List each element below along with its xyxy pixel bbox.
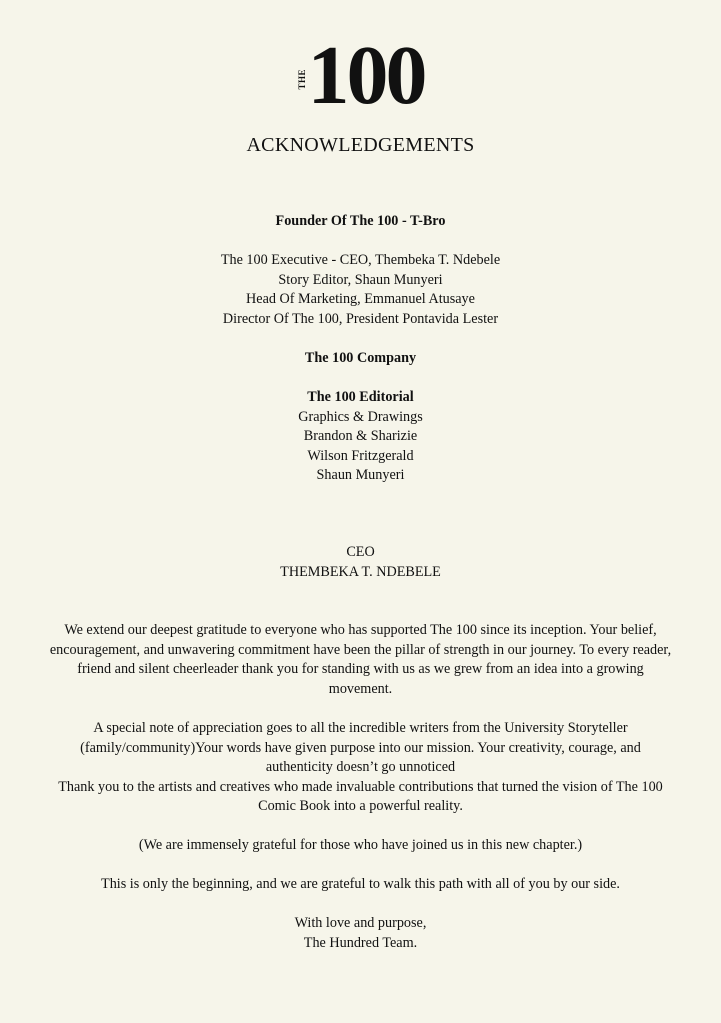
letter-line: movement. [328, 680, 393, 697]
letter-paragraph-2 [18, 719, 703, 817]
editorial-line: Wilson Fritzgerald [307, 447, 414, 464]
editorial-heading: The 100 Editorial [307, 389, 414, 405]
logo [0, 29, 721, 122]
executive-line: Head Of Marketing, Emmanuel Atusaye [246, 291, 475, 308]
ceo-name: THEMBEKA T. NDEBELE [280, 563, 441, 580]
company-heading: The 100 Company [304, 350, 417, 366]
letter-line: friend and silent cheerleader thank you for standing with us as we grew from an idea into a growing [77, 661, 644, 678]
editorial-line: Graphics & Drawings [298, 408, 423, 425]
executive-line: Director Of The 100, President Pontavida Lester [222, 310, 499, 327]
signoff-line: The Hundred Team. [303, 934, 418, 951]
logo-small-text: THE [296, 68, 307, 90]
executives-list [0, 251, 721, 329]
letter-line: A special note of appreciation goes to all the incredible writers from the University Storyteller [93, 720, 628, 736]
page-title: ACKNOWLEDGEMENTS [246, 134, 475, 156]
executive-line: The 100 Executive - CEO, Thembeka T. Ndebele [220, 252, 501, 268]
letter-paragraph-1 [18, 621, 703, 699]
letter-line: We extend our deepest gratitude to everyone who has supported The 100 since its inception. Your belief, [64, 622, 657, 638]
letter-paragraph-4: This is only the beginning, and we are grateful to walk this path with all of you by our side. [101, 876, 620, 892]
letter-signoff [18, 914, 703, 953]
logo-mark [296, 29, 425, 122]
letter-line: Comic Book into a powerful reality. [258, 798, 463, 815]
letter-paragraph-3: (We are immensely grateful for those who have joined us in this new chapter.) [138, 837, 583, 853]
letter-line: encouragement, and unwavering commitment have been the pillar of strength in our journey. To every reader, [49, 641, 672, 658]
letter-line: Thank you to the artists and creatives who made invaluable contributions that turned the vision of The 100 [58, 778, 663, 795]
ceo-role: CEO [346, 544, 375, 560]
logo-number: 100 [307, 29, 425, 122]
ceo-signature [0, 543, 721, 582]
editorial-section [0, 388, 721, 486]
editorial-line: Shaun Munyeri [316, 467, 405, 484]
signoff-line: With love and purpose, [294, 915, 427, 931]
executive-line: Story Editor, Shaun Munyeri [278, 271, 443, 288]
letter-line: (family/community)Your words have given purpose into our mission. Your creativity, courage, and [80, 739, 641, 756]
editorial-line: Brandon & Sharizie [303, 428, 418, 445]
letter-line: authenticity doesn’t go unnoticed [265, 759, 456, 776]
founder-line: Founder Of The 100 - T-Bro [275, 213, 446, 229]
